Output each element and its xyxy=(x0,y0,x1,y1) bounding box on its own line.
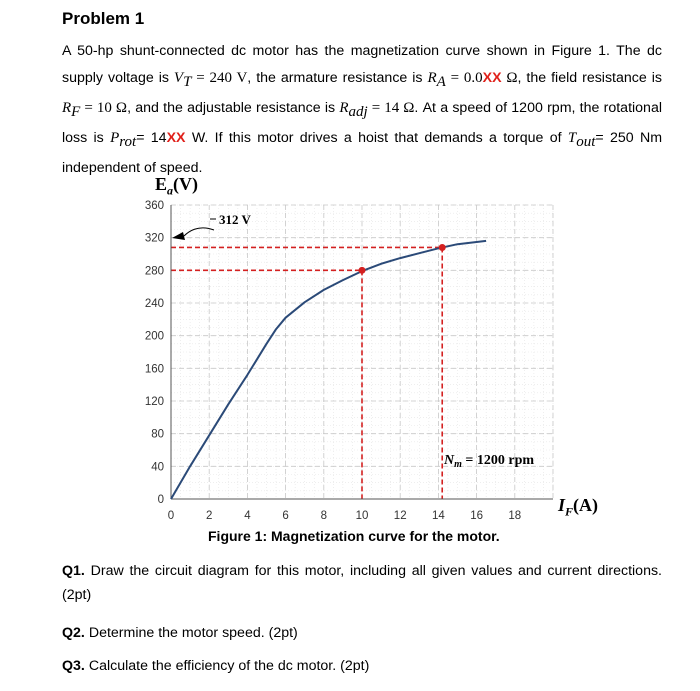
y-tick-label: 280 xyxy=(144,265,164,278)
x-tick-label: 4 xyxy=(244,510,251,522)
reference-lines xyxy=(171,247,442,499)
x-tick-label: 18 xyxy=(508,510,522,522)
x-tick-label: 0 xyxy=(167,510,175,522)
marked-points xyxy=(359,244,446,274)
x-tick-label: 6 xyxy=(282,510,289,522)
marked-point xyxy=(359,267,366,274)
x-tick-label: 12 xyxy=(393,510,407,522)
annotation-312v: 312 V xyxy=(219,212,251,227)
series-line-magnetization xyxy=(171,241,486,499)
x-tick-label: 10 xyxy=(355,510,369,522)
y-tick-label: 200 xyxy=(144,330,164,343)
question-3: Q3. Calculate the efficiency of the dc motor. (2pt) xyxy=(62,658,370,674)
y-tick-label: 120 xyxy=(144,396,164,408)
series xyxy=(171,241,486,499)
y-tick-label: 80 xyxy=(151,428,164,441)
tick-labels xyxy=(145,200,521,522)
y-tick-label: 0 xyxy=(157,494,164,506)
question-2: Q2. Determine the motor speed. (2pt) xyxy=(62,625,298,641)
x-axis-label: $I_F(A)$ xyxy=(558,495,599,519)
figure-caption: Figure 1: Magnetization curve for the motor. xyxy=(208,528,500,544)
annotation-speed: $N_m = 1200$ rpm xyxy=(444,453,535,470)
y-tick-label: 160 xyxy=(144,363,164,376)
y-tick-label: 320 xyxy=(144,232,164,245)
x-tick-label: 16 xyxy=(470,510,483,522)
y-axis-label: $E_a(V)$ xyxy=(155,174,199,198)
x-tick-label: 2 xyxy=(205,510,213,522)
annotation-arrowhead xyxy=(172,232,185,240)
question-1: Q1. Draw the circuit diagram for this motor, including all given values and current directions.(2pt) xyxy=(62,563,662,603)
y-tick-label: 240 xyxy=(144,298,164,310)
problem-title: Problem 1 xyxy=(62,9,145,28)
y-tick-label: 40 xyxy=(151,461,164,474)
annotations xyxy=(172,212,534,470)
x-tick-label: 14 xyxy=(432,510,445,522)
marked-point xyxy=(439,244,446,251)
problem-statement: A 50-hp shunt-connected dc motor has the magnetization curve shown in Figure 1. The dc supply voltage is $V_T = 240$ V, the armature resistance is $R_A = 0.0XX$ Ω, the field resistance is $R_F = 10$ Ω, and the adjustable resistance is $R_{adj} = 14$ Ω. At a speed of 1200 rpm, the rotational loss is $P_{rot}= 14XX$ W. If this motor drives a hoist that demands a torque of $T_{out}= 250$ Nm independent of speed. xyxy=(62,43,663,177)
x-tick-label: 8 xyxy=(320,510,328,522)
y-tick-label: 360 xyxy=(144,200,164,212)
